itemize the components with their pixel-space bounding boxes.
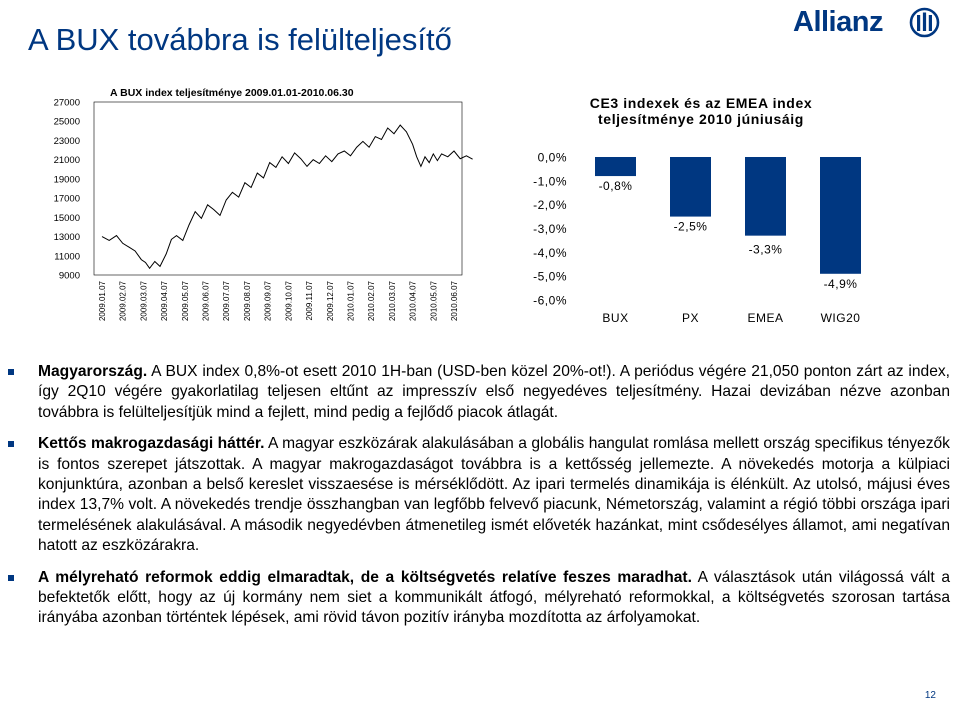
paragraph-magyarorszag xyxy=(38,362,950,423)
line-chart-title: A BUX index teljesítménye 2009.01.01-2010.06.30 xyxy=(110,87,354,99)
bar-category-label: EMEA xyxy=(747,311,784,325)
bar-bux xyxy=(595,157,636,176)
line-y-tick-label: 21000 xyxy=(53,155,80,167)
line-y-tick-label: 17000 xyxy=(53,193,80,205)
bar-value-label: -3,3% xyxy=(748,242,783,257)
line-x-tick-label: 2009.01.07 xyxy=(98,281,107,322)
bar-value-label: -2,5% xyxy=(673,219,708,234)
para-1-lead: Magyarország. xyxy=(38,363,148,380)
line-chart-plot-frame xyxy=(94,102,462,275)
bar-y-tick-label: -1,0% xyxy=(533,174,567,189)
commentary xyxy=(38,362,950,640)
bux-line-chart xyxy=(54,87,473,321)
para-2-lead: Kettős makrogazdasági háttér. xyxy=(38,435,265,453)
bar-category-label: BUX xyxy=(602,311,629,325)
line-y-tick-label: 9000 xyxy=(58,270,80,282)
bar-wig20 xyxy=(820,157,861,274)
bar-chart-title-line-2: teljesítménye 2010 júniusáig xyxy=(598,111,804,127)
line-x-tick-label: 2010.04.07 xyxy=(408,281,418,322)
line-y-tick-label: 13000 xyxy=(53,232,80,244)
bullet-icon xyxy=(8,369,14,375)
line-x-tick-label: 2009.04.07 xyxy=(160,281,170,322)
bullet-icon xyxy=(8,575,14,581)
line-x-tick-label: 2010.06.07 xyxy=(450,281,459,322)
line-x-tick-label: 2009.06.07 xyxy=(201,281,211,322)
ce3-bar-chart xyxy=(533,95,861,325)
bullet-icon xyxy=(8,441,14,447)
line-x-tick-label: 2009.10.07 xyxy=(284,281,294,322)
line-x-tick-label: 2010.02.07 xyxy=(367,281,377,322)
bar-y-tick-label: -6,0% xyxy=(533,293,567,308)
paragraph-makrogazdasag xyxy=(38,434,950,556)
bar-value-label: -4,9% xyxy=(823,276,858,291)
bar-y-tick-label: -5,0% xyxy=(533,269,567,284)
line-x-tick-label: 2010.05.07 xyxy=(429,281,439,322)
charts-area xyxy=(0,0,960,345)
line-x-tick-label: 2009.12.07 xyxy=(325,281,335,322)
bar-emea xyxy=(745,157,786,236)
bar-y-tick-label: 0,0% xyxy=(537,150,567,165)
bar-y-tick-label: -4,0% xyxy=(533,245,567,260)
bar-category-label: WIG20 xyxy=(820,311,861,325)
line-y-tick-label: 25000 xyxy=(53,116,80,128)
line-x-tick-label: 2009.02.07 xyxy=(118,281,128,322)
line-y-tick-label: 15000 xyxy=(53,212,80,224)
bar-category-label: PX xyxy=(681,311,700,325)
bar-px xyxy=(670,157,711,217)
bar-chart-title-line-1: CE3 indexek és az EMEA index xyxy=(589,95,813,111)
para-2-text: A magyar eszközárak alakulásában a globális hangulat romlása mellett ország specifikus tényezők is fontos szerepet játszottak. A magyar makrogazdaságot továbbra is a kettősség jellemezte. A növekedés motorja a külpiaci konjunktúra, azonban a belső kereslet visszaesése is mérséklődött. Az ipari termelés dinamikája is élénkült. Az utolsó, májusi éves index 13,7% volt. A növekedés trendje összhangban van legfőbb felvevő piacunk, Németország, valamint a régió többi országa ipari termelésének alakulásával. A második negyedévben átmenetileg ismét előveték hazánkat, mint csődesélyes államot, ami negatívan hatott az eszközárakra. xyxy=(38,435,950,555)
brand-name: Allianz xyxy=(793,6,883,38)
bar-value-label: -0,8% xyxy=(598,179,633,194)
paragraph-reformok xyxy=(38,568,950,629)
bar-y-tick-label: -3,0% xyxy=(533,222,567,236)
line-x-tick-label: 2010.03.07 xyxy=(387,281,397,322)
line-y-tick-label: 11000 xyxy=(54,251,80,263)
page-number: 12 xyxy=(924,690,936,701)
bux-line-series xyxy=(102,125,473,268)
para-1-text: A BUX index 0,8%-ot esett 2010 1H-ban (USD-ben közel 20%-ot!). A periódus végére 21,050 ponton zárt az index, így 2Q10 végére gyakorlatilag teljesen eltűnt az impresszív első negyedéves teljesítmény. Hazai devizában nézve azonban továbbra is felülteljesítjük mind a fejlett, mind pedig a fejlődő piacok átlagát. xyxy=(38,363,950,421)
line-x-tick-label: 2009.08.07 xyxy=(242,281,252,322)
bar-y-tick-label: -2,0% xyxy=(533,198,567,213)
para-3-text: A választások után világossá vált a befektetők előtt, hogy az új kormány nem siet a kommunikált átfogó, mélyreható reformokkal, a költségvetés szorosan tartása irányába azonban történtek lépések, ami rövid távon pozitív irányba mozdította az árfolyamokat. xyxy=(38,568,950,627)
line-x-tick-label: 2009.07.07 xyxy=(222,281,232,322)
line-x-tick-label: 2009.03.07 xyxy=(139,281,149,322)
line-x-tick-label: 2009.11.07 xyxy=(305,281,315,321)
line-x-tick-label: 2010.01.07 xyxy=(346,281,356,322)
page-title: A BUX továbbra is felülteljesítő xyxy=(28,22,452,57)
line-x-tick-label: 2009.09.07 xyxy=(263,281,273,322)
line-x-tick-label: 2009.05.07 xyxy=(180,281,190,322)
para-3-lead: A mélyreható reformok eddig elmaradtak, de a költségvetés relatíve feszes maradhat. xyxy=(38,568,692,586)
line-y-tick-label: 27000 xyxy=(53,97,80,109)
line-y-tick-label: 23000 xyxy=(53,135,80,147)
line-y-tick-label: 19000 xyxy=(53,174,80,186)
